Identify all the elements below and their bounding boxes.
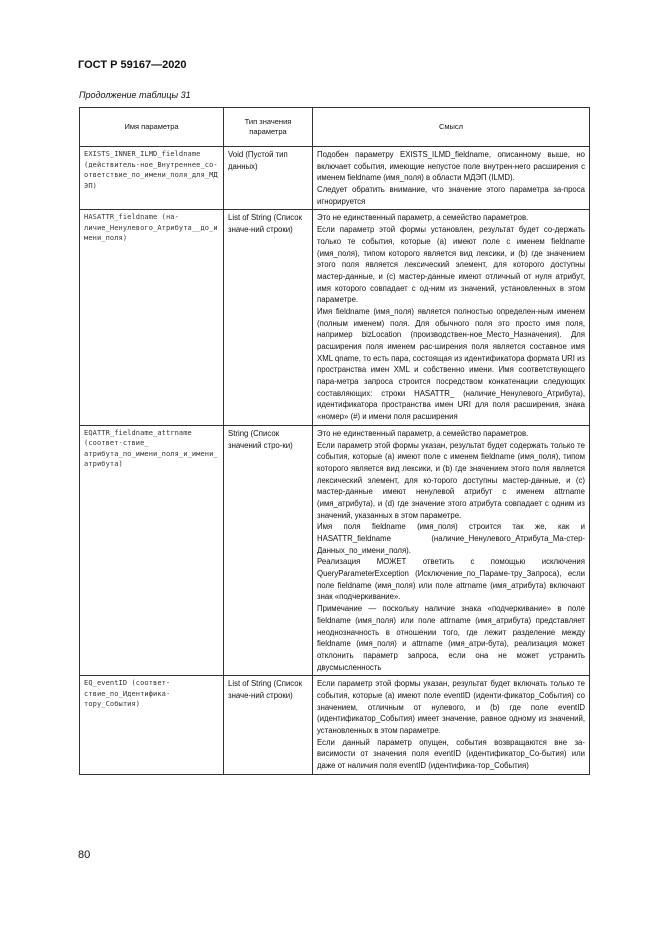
param-meaning [313,676,590,775]
table-row [80,425,590,675]
table-row [80,676,590,775]
meaning-paragraph: Имя fieldname (имя_поля) является полностью определен-ным именем (полным именем) поля. Для обычного поля это просто имя поля, например bizLocation (производствен-ное_Место_Назначения). Для расширения поля именем рас-ширения поля является составное имя XML qname, то есть пара, состоящая из идентификатора формата URI из пространства имен XML и собственно имени. Имя соответствующего пара-метра запроса строится посредством конкатенации следующих составляющих: строки HASATTR_ (наличие_Ненулевого_Атрибута), идентификатора пространства имен URI для поля расширения, знака «номер» (#) и имени поля расширения [317,306,585,422]
page-number: 80 [78,849,91,861]
document-title: ГОСТ Р 59167—2020 [78,59,187,71]
meaning-paragraph: Если параметр этой формы указан, результат будет включать только те события, которые (a) имеют поле eventID (иденти-фикатор_События) со значением, отличным от нулевого, и (b) где поле eventID (идентификатор_События) имеет значение, равное одному из значений, установленных в этом параметре. [317,679,585,735]
meaning-paragraph: Если параметр этой формы установлен, результат будет со-держать только те события, которые (a) имеют поле с именем fieldname (имя_поля), типом которого является вид лексики, и (b) где значением этого поля является лексический элемент, для которого доступны мастер-данные, и (c) мастер-данные имеют отличный от нуля атрибут, имя которого совпадает с од-ним из значений, установленных в этом параметре. [317,225,585,305]
param-type: Void (Пустой тип данных) [224,147,313,210]
table-header-row [80,108,590,147]
param-name: EXISTS_INNER_ILMD_fieldname (действитель-ное_Внутреннее_со-ответствие_по_имени_поля_для_МДЭП) [80,147,224,210]
meaning-paragraph: Это не единственный параметр, а семейство параметров. [317,213,529,223]
table-row [80,147,590,210]
param-meaning [313,425,590,675]
meaning-paragraph: Следует обратить внимание, что значение этого параметра за-проса игнорируется [317,185,585,206]
meaning-paragraph: Это не единственный параметр, а семейство параметров. [317,428,529,438]
column-header-name: Имя параметра [80,108,224,147]
column-header-type: Тип значения параметра [224,108,313,147]
parameters-table [79,107,590,775]
meaning-note: Примечание — поскольку наличие знака «подчеркивание» в поле fieldname (имя_поля) или поле attrname (имя_атрибута) представляет неоднозначность в отношении того, где лежит разделение между fieldname (имя_поля) и attrname (имя_атри-бута), реализация может отклонить параметр запроса, если она не может устранить двусмысленность [317,604,585,672]
param-type: List of String (Список значе-ний строки) [224,676,313,775]
param-meaning [313,147,590,210]
table-caption: Продолжение таблицы 31 [79,90,191,100]
param-type: List of String (Список значе-ний строки) [224,210,313,425]
meaning-paragraph: Если данный параметр опущен, события возвращаются вне за-висимости от значения поля eventID (идентификатор_Со-бытия) или даже от наличия поля eventID (идентифика-тор_События) [317,737,585,771]
param-type: String (Список значений стро-ки) [224,425,313,675]
param-name: EQ_eventID (соответ-ствие_по_Идентифика-тору_События) [80,676,224,775]
column-header-meaning: Смысл [313,108,590,147]
param-name: EQATTR_fieldname_attrname (соответ-ствие_ атрибута_по_имени_поля_и_имени_атрибута) [80,425,224,675]
table-row [80,210,590,425]
meaning-paragraph: Если параметр этой формы указан, результат будет содержать только те события, которые (a) имеют поле с именем fieldname (имя_поля), типом которого является вид лексики, и (b) где значением этого поля является лексический элемент, для ко-торого доступны мастер-данные, и (c) мастер-данные имеют ненулевой атрибут с именем attrname (имя_атрибута), и (d) где значение этого атрибута совпадает с одним из значений, указанных в этом параметре. [317,440,585,520]
meaning-paragraph: Имя поля fieldname (имя_поля) строится так же, как и HASATTR_fieldname (наличие_Ненулевого_Атрибута_Ма-стер-Данных_по_имени_поля). [317,522,585,555]
param-name: HASATTR_fieldname (на-личие_Ненулевого_Атрибута__до_имени_поля) [80,210,224,425]
meaning-paragraph: Реализация МОЖЕТ ответить с помощью исключения QueryParameterException (Исключение_по_Параме-тру_Запроса), если поле fieldname (имя_поля) или поле attrname (имя_атрибута) включают знак «подчеркивание». [317,557,585,602]
meaning-paragraph: Подобен параметру EXISTS_ILMD_fieldname, описанному выше, но включает события, имеющие непустое поле внутрен-него расширения с именем fieldname (имя_поля) в области МДЭП (ILMD). [317,150,585,183]
param-meaning [313,210,590,425]
